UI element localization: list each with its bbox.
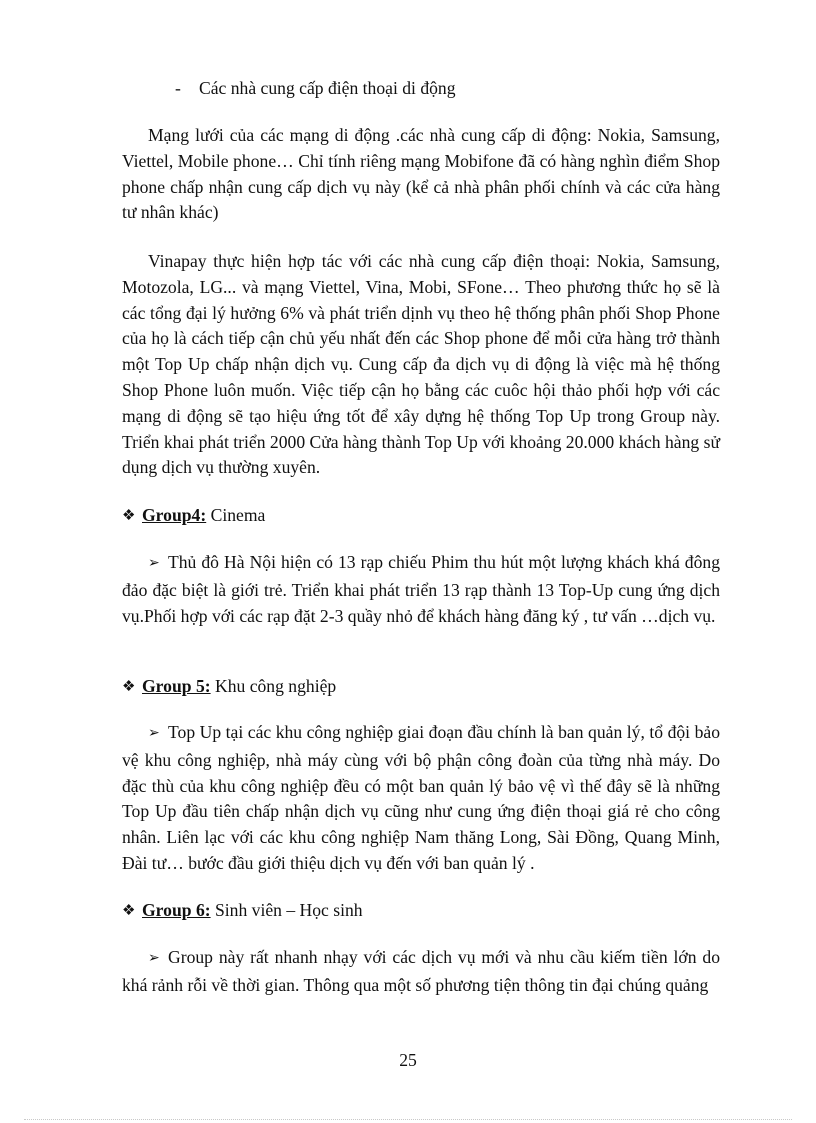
group-label: Group 6: (142, 900, 211, 920)
bullet-heading-text: Các nhà cung cấp điện thoại di động (199, 78, 456, 98)
page-bottom-divider (24, 1119, 792, 1120)
page-number: 25 (399, 1050, 417, 1070)
diamond-bullet-icon: ❖ (122, 508, 136, 524)
diamond-bullet-icon: ❖ (122, 679, 136, 695)
group4-heading (122, 505, 265, 526)
paragraph-text: Mạng lưới của các mạng di động .các nhà cung cấp di động: Nokia, Samsung, Viettel, Mobile phone… Chỉ tính riêng mạng Mobifone đã có hàng nghìn điểm Shop phone chấp nhận cung cấp dịch vụ này (kể cả nhà phân phối chính và các cửa hàng tư nhân khác) (122, 125, 720, 223)
group-label: Group 5: (142, 676, 211, 696)
group-title: Khu công nghiệp (210, 676, 337, 696)
paragraph-text: Vinapay thực hiện hợp tác với các nhà cung cấp điện thoại: Nokia, Samsung, Motozola, LG... và mạng Viettel, Vina, Mobi, SFone… Theo phương thức họ sẽ là các tổng đại lý hưởng 6% và phát triển dịnh vụ theo hệ thống phân phối Shop Phone của họ là cách tiếp cận chủ yếu nhất đến các Shop phone để mỗi cửa hàng trở thành một Top Up chấp nhận dịch vụ. Cung cấp đa dịch vụ di động là việc mà hệ thống Shop Phone luôn muốn. Việc tiếp cận họ bằng các cuôc hội thảo phối hợp với các mạng di động sẽ tạo hiệu ứng tốt để xây dựng hệ thống Top Up trong Group này. Triển khai phát triển 2000 Cửa hàng thành Top Up với khoảng 20.000 khách hàng sử dụng dịch vụ thường xuyên. (122, 251, 720, 478)
paragraph-mobile-network (122, 123, 720, 226)
dash-bullet: - (175, 78, 181, 98)
group-label: Group4: (142, 505, 207, 525)
group6-heading (122, 900, 363, 921)
group5-heading (122, 676, 336, 697)
arrow-bullet-icon: ➢ (148, 951, 160, 966)
group4-paragraph (122, 550, 720, 629)
group-title: Sinh viên – Học sinh (210, 900, 363, 920)
group6-paragraph (122, 945, 720, 999)
arrow-bullet-icon: ➢ (148, 556, 160, 571)
group5-paragraph (122, 720, 720, 877)
bullet-heading (175, 78, 456, 99)
paragraph-text: Top Up tại các khu công nghiệp giai đoạn đầu chính là ban quản lý, tổ đội bảo vệ khu công nghiệp, nhà máy cùng với bộ phận công đoàn của từng nhà máy. Do đặc thù của khu công nghiệp đều có một ban quản lý bảo vệ vì thế đây sẽ là những Top Up đầu tiên chấp nhận dịch vụ cũng như cung ứng điện thoại giá rẻ cho công nhân. Liên lạc với các khu công nghiệp Nam thăng Long, Sài Đồng, Quang Minh, Đài tư… bước đầu giới thiệu dịch vụ đến với ban quản lý . (122, 722, 720, 873)
arrow-bullet-icon: ➢ (148, 726, 160, 741)
group-title: Cinema (206, 505, 266, 525)
paragraph-vinapay (122, 249, 720, 481)
diamond-bullet-icon: ❖ (122, 903, 136, 919)
paragraph-text: Group này rất nhanh nhạy với các dịch vụ mới và nhu cầu kiếm tiền lớn do khá rảnh rỗi về thời gian. Thông qua một số phương tiện thông tin đại chúng quảng (122, 947, 720, 995)
paragraph-text: Thủ đô Hà Nội hiện có 13 rạp chiếu Phim thu hút một lượng khách khá đông đảo đặc biệt là giới trẻ. Triển khai phát triển 13 rạp thành 13 Top-Up cung ứng dịch vụ.Phối hợp với các rạp đặt 2-3 quầy nhỏ để khách hàng đăng ký , tư vấn …dịch vụ. (122, 552, 720, 626)
